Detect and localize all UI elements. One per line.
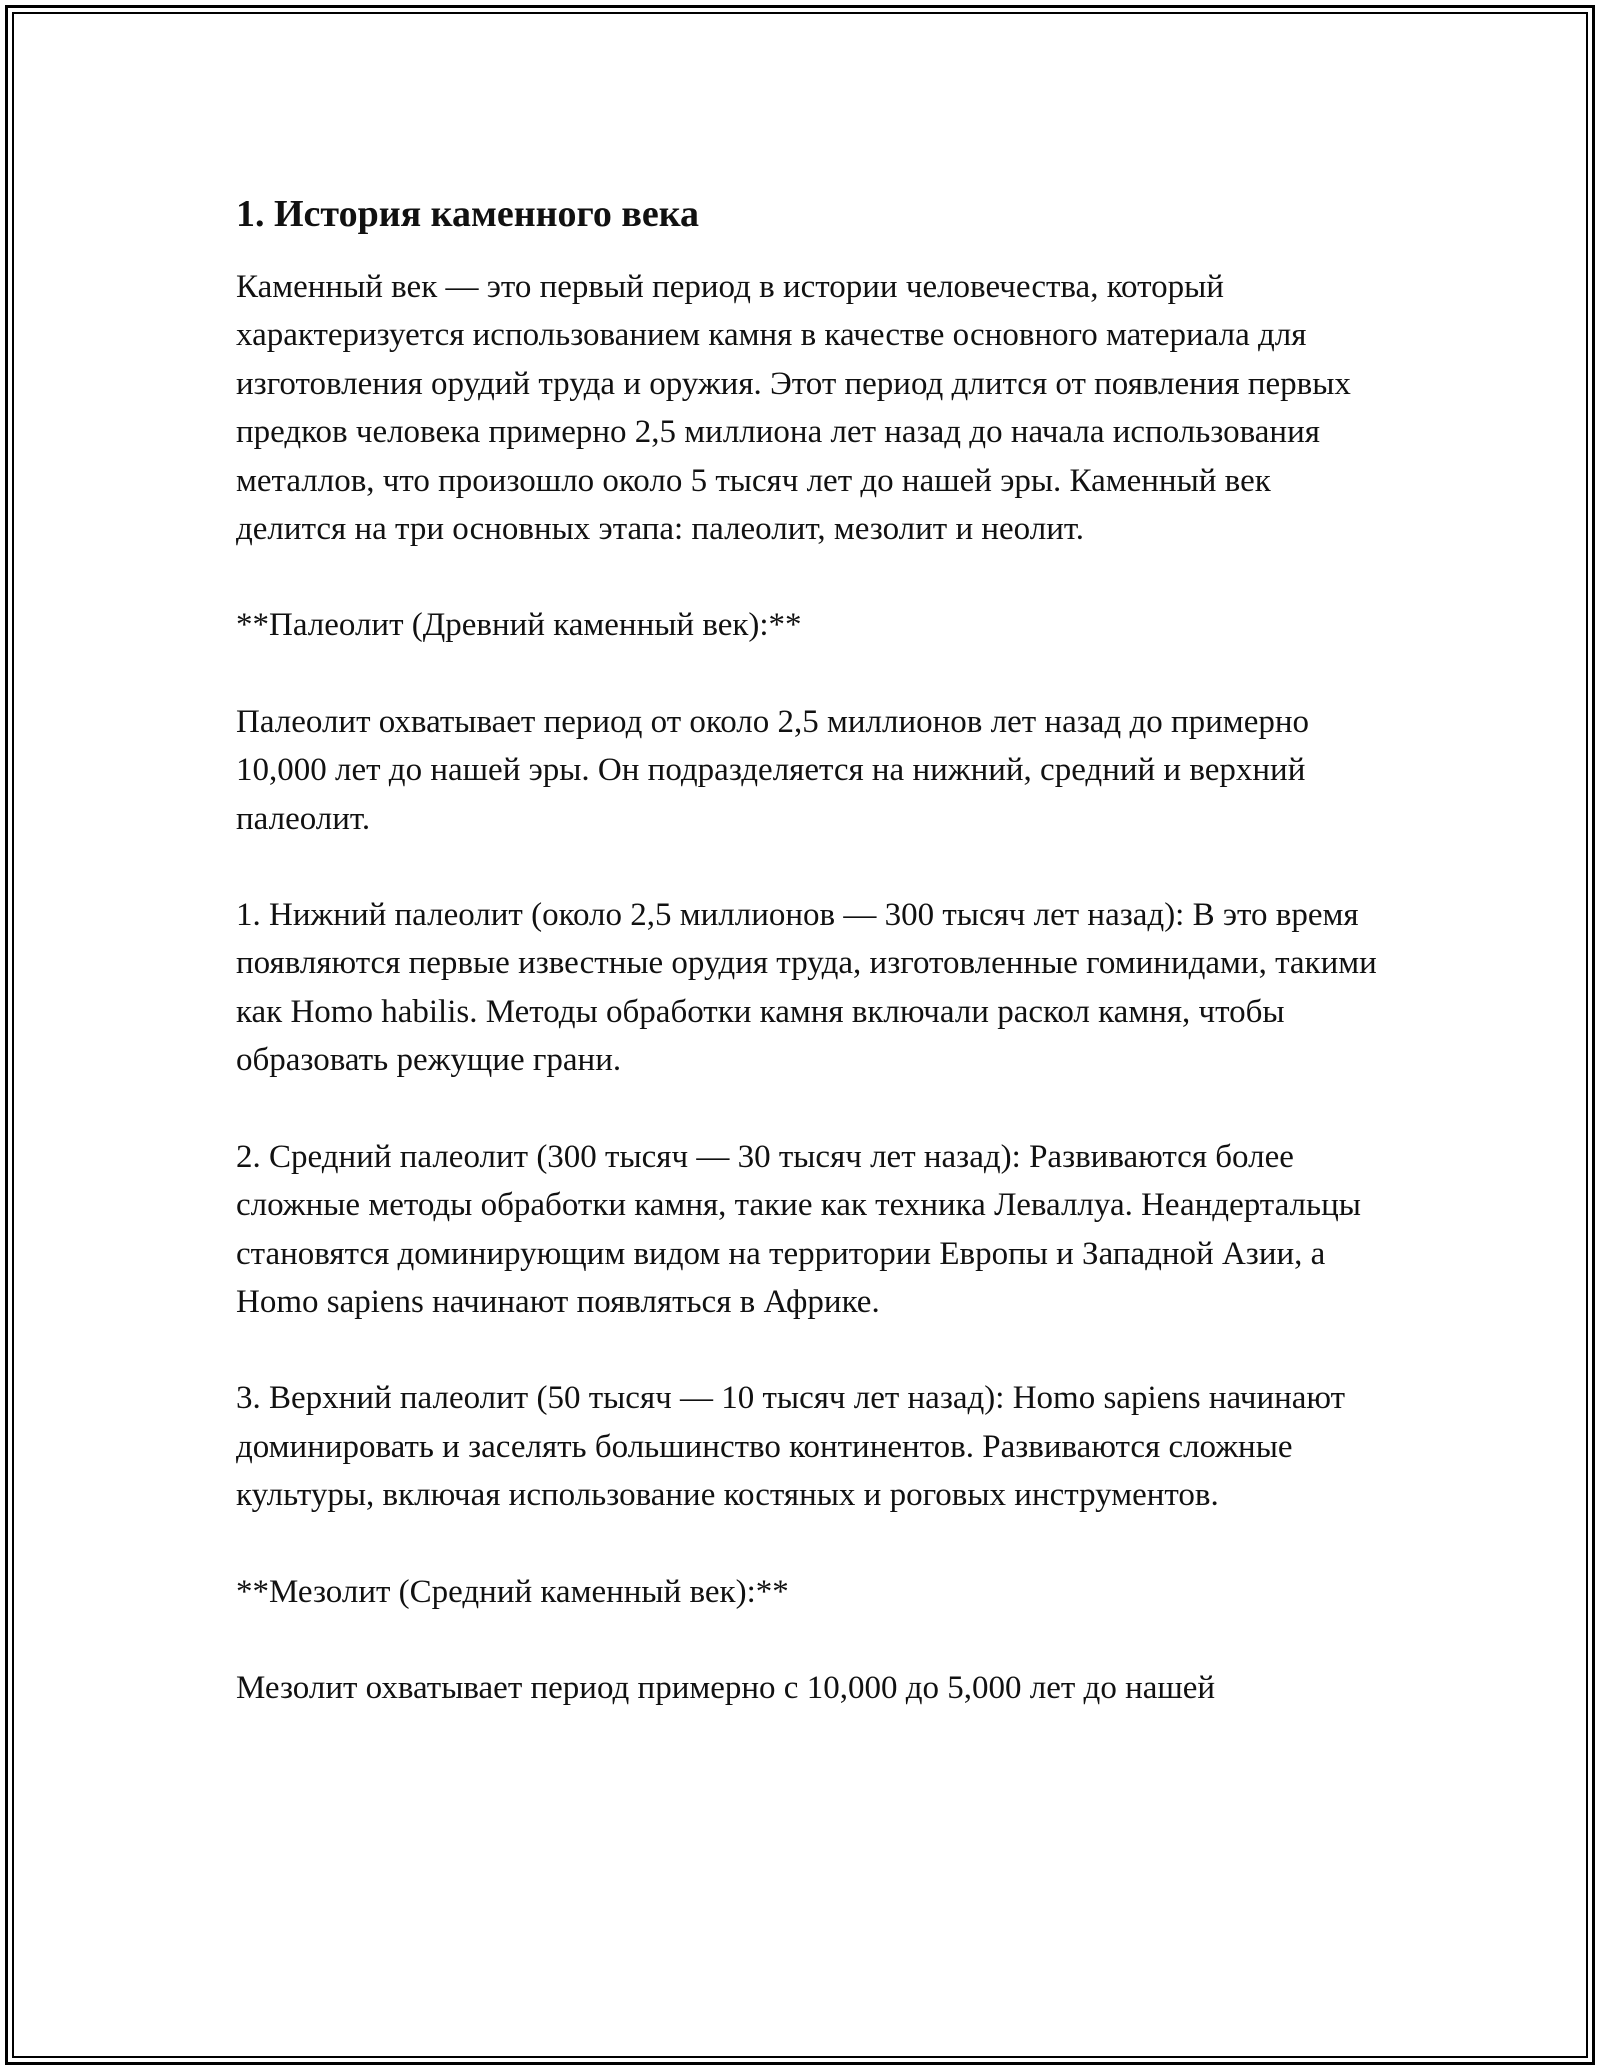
paragraph-mesolithic-overview: Мезолит охватывает период примерно с 10,000 до 5,000 лет до нашей (236, 1669, 1216, 1706)
document-body (236, 186, 1386, 1760)
paragraph-middle-paleolithic: 2. Средний палеолит (300 тысяч — 30 тысяч лет назад): Развиваются более сложные методы обработки камня, такие как техника Леваллуа. Неандертальцы становятся доминирующим видом на территории Европы и Западной Азии, а Homo sapiens начинают появляться в Африке. (236, 1138, 1361, 1320)
paragraph-paleolithic-overview: Палеолит охватывает период от около 2,5 миллионов лет назад до примерно 10,000 лет до нашей эры. Он подразделяется на нижний, средний и верхний палеолит. (236, 703, 1309, 837)
paragraph-upper-paleolithic: 3. Верхний палеолит (50 тысяч — 10 тысяч лет назад): Homo sapiens начинают доминировать и заселять большинство континентов. Развиваются сложные культуры, включая использование костяных и роговых инструментов. (236, 1380, 1346, 1514)
paragraph-lower-paleolithic: 1. Нижний палеолит (около 2,5 миллионов — 300 тысяч лет назад): В это время появляются первые известные орудия труда, изготовленные гоминидами, такими как Homo habilis. Методы обработки камня включали раскол камня, чтобы образовать режущие грани. (236, 897, 1377, 1079)
paragraph-intro: Каменный век — это первый период в истории человечества, который характеризуется использованием камня в качестве основного материала для изготовления орудий труда и оружия. Этот период длится от появления первых предков человека примерно 2,5 миллиона лет назад до начала использования металлов, что произошло около 5 тысяч лет до нашей эры. Каменный век делится на три основных этапа: палеолит, мезолит и неолит. (236, 269, 1351, 548)
paragraph-mesolithic-heading: **Мезолит (Средний каменный век):** (236, 1573, 789, 1610)
paragraph-paleolithic-heading: **Палеолит (Древний каменный век):** (236, 607, 802, 644)
section-heading: 1. История каменного века (236, 193, 700, 235)
